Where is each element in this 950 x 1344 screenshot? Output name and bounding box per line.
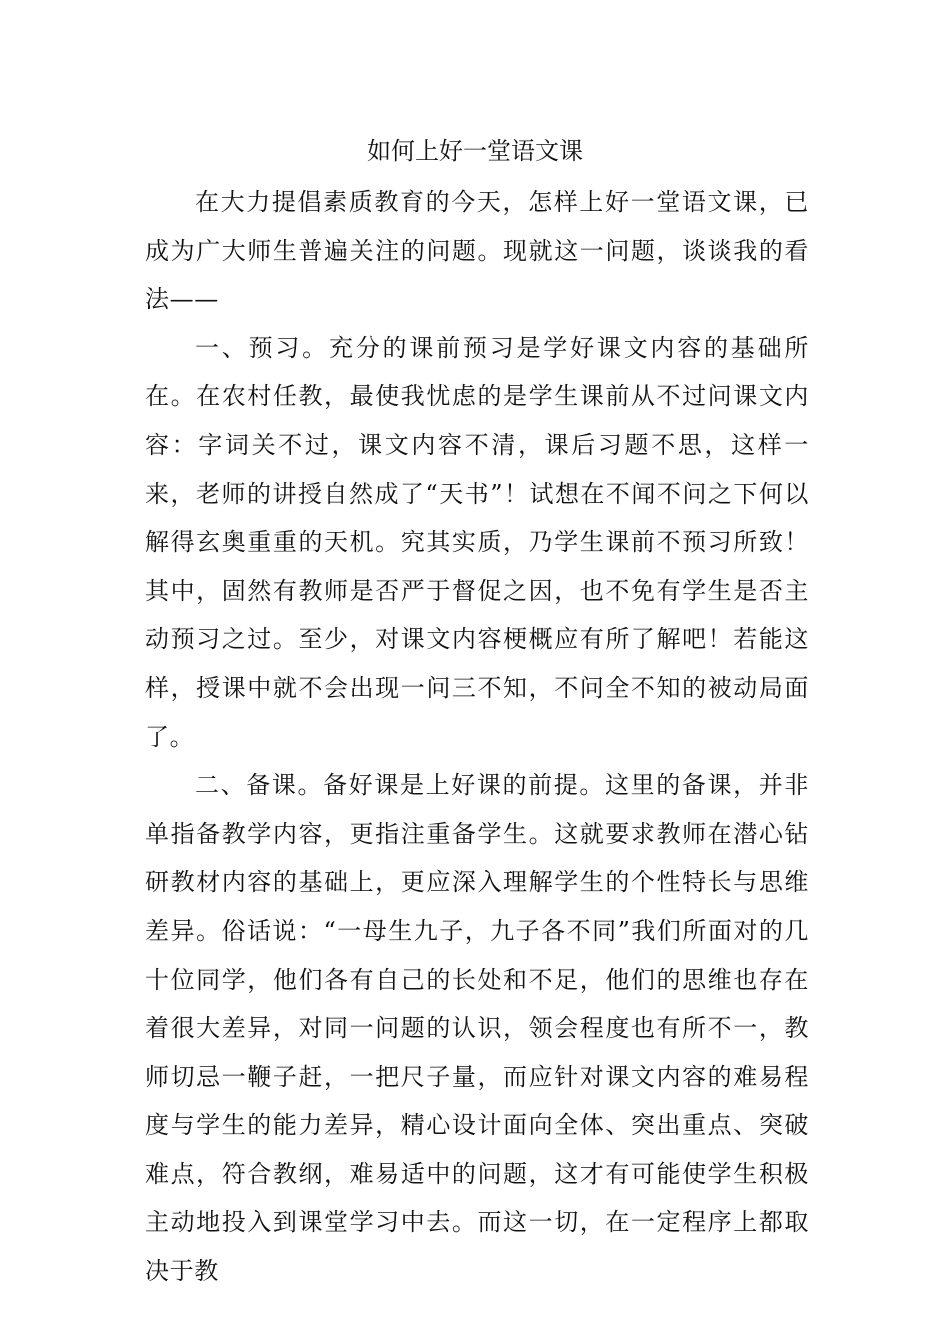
paragraph-lesson-prep: 二、备课。备好课是上好课的前提。这里的备课，并非单指备教学内容，更指注重备学生。这就要求教师在潜心钻研教材内容的基础上，更应深入理解学生的个性特长与思维差异。俗话说：“一母生九子，九子各不同”我们所面对的几十位同学，他们各有自己的长处和不足，他们的思维也存在着很大差异，对同一问题的认识，领会程度也有所不一，教师切忌一鞭子赶，一把尺子量，而应针对课文内容的难易程度与学生的能力差异，精心设计面向全体、突出重点、突破难点，符合教纲，难易适中的问题，这才有可能使学生积极主动地投入到课堂学习中去。而这一切，在一定程序上都取决于教 xyxy=(145,771,809,1286)
document-title: 如何上好一堂语文课 xyxy=(367,137,583,165)
paragraph-preview: 一、预习。充分的课前预习是学好课文内容的基础所在。在农村任教，最使我忧虑的是学生课前从不过问课文内容：字词关不过，课文内容不清，课后习题不思，这样一来，老师的讲授自然成了“天书”！试想在不闻不问之下何以解得玄奥重重的天机。究其实质，乃学生课前不预习所致！其中，固然有教师是否严于督促之因，也不免有学生是否主动预习之过。至少，对课文内容梗概应有所了解吧！若能这样，授课中就不会出现一问三不知，不问全不知的被动局面了。 xyxy=(145,333,809,751)
document-body xyxy=(145,178,809,1296)
paragraph-intro: 在大力提倡素质教育的今天，怎样上好一堂语文课，已成为广大师生普遍关注的问题。现就这一问题，谈谈我的看法—— xyxy=(145,188,809,314)
